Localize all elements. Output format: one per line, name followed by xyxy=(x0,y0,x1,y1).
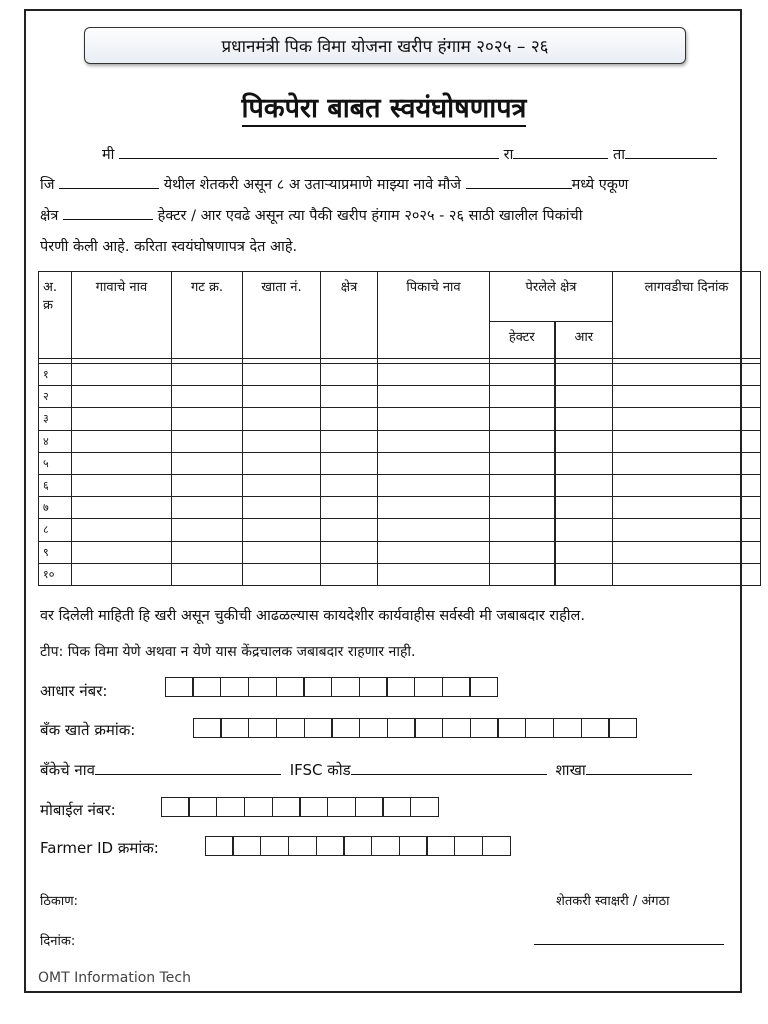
table-row: ७ xyxy=(39,497,761,519)
declaration-text: वर दिलेली माहिती हि खरी असून चुकीची आढळल्यास कायदेशीर कार्यवाहीस सर्वस्वी मी जबाबदार राहील. xyxy=(40,608,585,624)
aadhaar-label: आधार नंबर: xyxy=(40,682,108,700)
bank-details-line: बँकेचे नाव IFSC कोड शाखा xyxy=(40,760,692,780)
scheme-banner: प्रधानमंत्री पिक विमा योजना खरीप हंगाम २०२५ – २६ xyxy=(84,27,686,64)
table-row: ८ xyxy=(39,519,761,541)
para-line-4: पेरणी केली आहे. करिता स्वयंघोषणापत्र देत आहे. xyxy=(40,239,298,255)
table-row: ५ xyxy=(39,452,761,474)
table-row: २ xyxy=(39,386,761,408)
signature-line xyxy=(534,944,724,945)
mobile-boxes[interactable] xyxy=(162,797,439,817)
place-label: ठिकाण: xyxy=(40,894,79,909)
farmer-id-boxes[interactable] xyxy=(206,836,511,856)
header-village: गावाचे नाव xyxy=(72,272,172,359)
crop-table xyxy=(38,271,761,586)
note-text: टीप: पिक विमा येणे अथवा न येणे यास केंद्रचालक जबाबदार राहणार नाही. xyxy=(40,644,416,660)
table-row: ६ xyxy=(39,474,761,496)
table-row: १० xyxy=(39,563,761,585)
farmer-id-label: Farmer ID क्रमांक: xyxy=(40,839,159,857)
header-crop: पिकाचे नाव xyxy=(378,272,490,359)
table-row: १ xyxy=(39,364,761,386)
header-khata: खाता नं. xyxy=(243,272,321,359)
para-line-3: क्षेत्र हेक्टर / आर एवढे असून त्या पैकी खरीप हंगाम २०२५ - २६ साठी खालील पिकांची xyxy=(40,205,582,225)
form-title: पिकपेरा बाबत स्वयंघोषणापत्र xyxy=(0,88,768,125)
table-row: ४ xyxy=(39,430,761,452)
table-row: ९ xyxy=(39,541,761,563)
mobile-label: मोबाईल नंबर: xyxy=(40,801,116,819)
para-line-2: जि येथील शेतकरी असून ८ अ उताऱ्याप्रमाणे माझ्या नावे मौजे मध्ये एकूण xyxy=(40,174,628,194)
bank-account-boxes[interactable] xyxy=(194,718,637,738)
bank-account-label: बँक खाते क्रमांक: xyxy=(40,721,136,739)
header-gat: गट क्र. xyxy=(172,272,243,359)
aadhaar-boxes[interactable] xyxy=(166,677,498,697)
header-sr: अ. क्र xyxy=(39,272,72,359)
date-label: दिनांक: xyxy=(40,934,76,949)
header-date: लागवडीचा दिनांक xyxy=(613,272,761,359)
signature-label: शेतकरी स्वाक्षरी / अंगठा xyxy=(556,894,670,909)
header-are: आर xyxy=(555,322,613,359)
table-row: ३ xyxy=(39,408,761,430)
footer-brand: OMT Information Tech xyxy=(38,970,191,986)
para-line-1: मी रा ता xyxy=(102,144,717,164)
header-sown-area: पेरलेले क्षेत्र xyxy=(490,272,613,322)
header-hectare: हेक्टर xyxy=(490,322,555,359)
header-area: क्षेत्र xyxy=(321,272,378,359)
